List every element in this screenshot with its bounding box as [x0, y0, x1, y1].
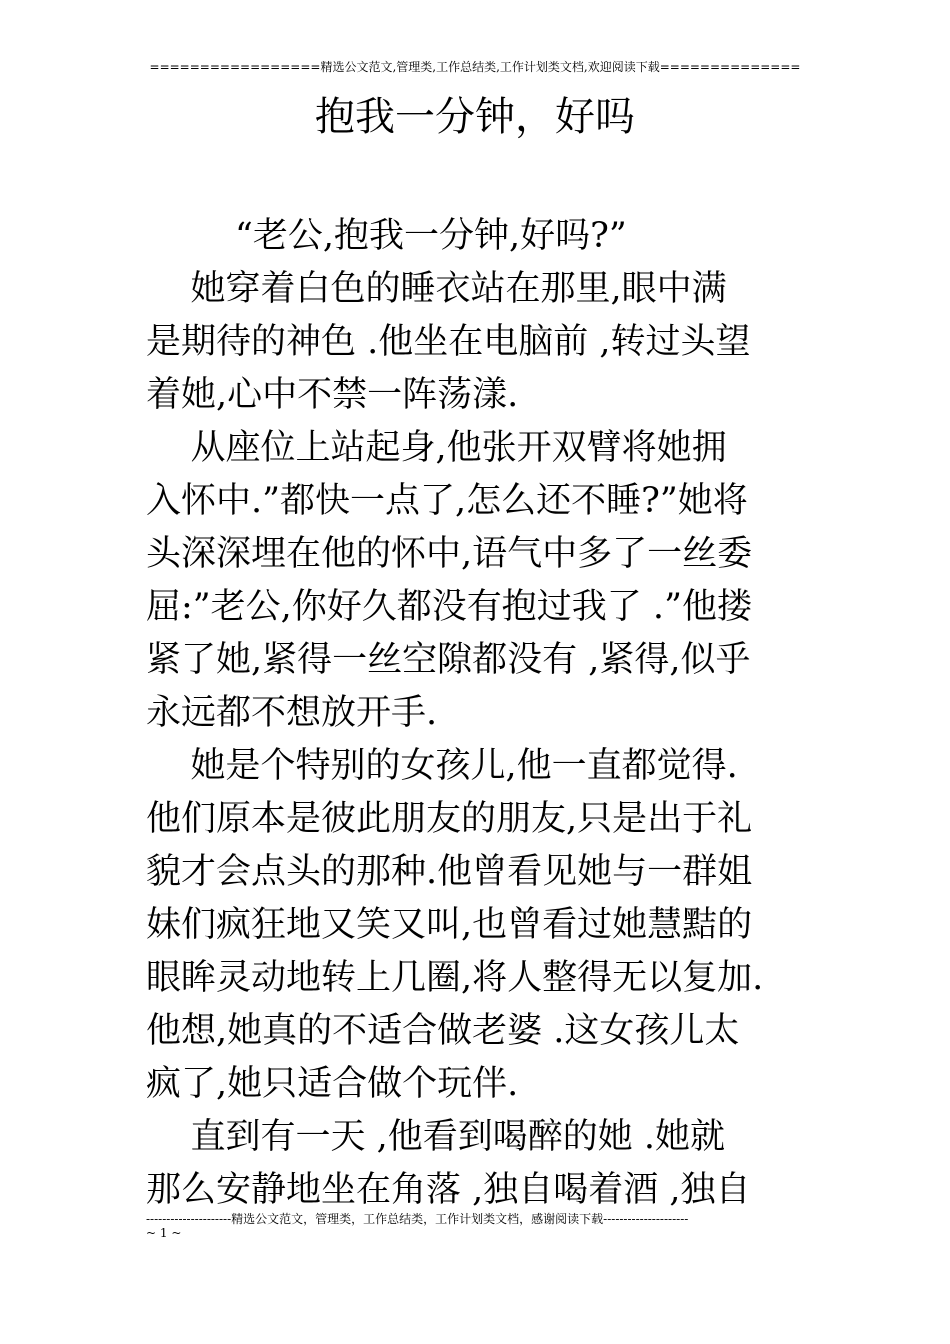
text-line: 她穿着白色的睡衣站在那里,眼中满 — [146, 269, 727, 309]
text-line: 那么安静地坐在角落 ,独自喝着酒 ,独自 — [146, 1170, 751, 1210]
text-line: 貌才会点头的那种.他曾看见她与一群姐 — [146, 852, 753, 892]
text-line: “老公,抱我一分钟,好吗?” — [146, 216, 627, 256]
text-line: 疯了,她只适合做个玩伴. — [146, 1064, 519, 1104]
body-text — [146, 210, 816, 1217]
text-line: 头深深埋在他的怀中,语气中多了一丝委 — [146, 534, 753, 574]
text-line: 妹们疯狂地又笑又叫,也曾看过她慧黠的 — [146, 905, 753, 945]
text-line: 从座位上站起身,他张开双臂将她拥 — [146, 428, 727, 468]
text-line: 她是个特别的女孩儿,他一直都觉得. — [146, 746, 738, 786]
text-line: 紧了她,紧得一丝空隙都没有 ,紧得,似乎 — [146, 640, 751, 680]
text-line: 是期待的神色 .他坐在电脑前 ,转过头望 — [146, 322, 751, 362]
page-footer: ---------------------精选公文范文，管理类，工作总结类，工作计划类文档，感谢阅读下载--------------------- — [146, 1212, 689, 1226]
text-line: 眼眸灵动地转上几圈,将人整得无以复加. — [146, 958, 764, 998]
page-header: =================精选公文范文,管理类,工作总结类,工作计划类文档,欢迎阅读下载============== — [149, 60, 801, 74]
document-title: 抱我一分钟，好吗 — [315, 94, 635, 140]
page-number: ~ 1 ~ — [146, 1226, 182, 1240]
text-line: 入怀中.”都快一点了,怎么还不睡?”她将 — [146, 481, 748, 521]
text-line: 直到有一天 ,他看到喝醉的她 .她就 — [146, 1117, 726, 1157]
text-line: 着她,心中不禁一阵荡漾. — [146, 375, 519, 415]
text-line: 永远都不想放开手. — [146, 693, 438, 733]
text-line: 屈:”老公,你好久都没有抱过我了 .”他搂 — [146, 587, 752, 627]
text-line: 他想,她真的不适合做老婆 .这女孩儿太 — [146, 1011, 740, 1051]
text-line: 他们原本是彼此朋友的朋友,只是出于礼 — [146, 799, 753, 839]
